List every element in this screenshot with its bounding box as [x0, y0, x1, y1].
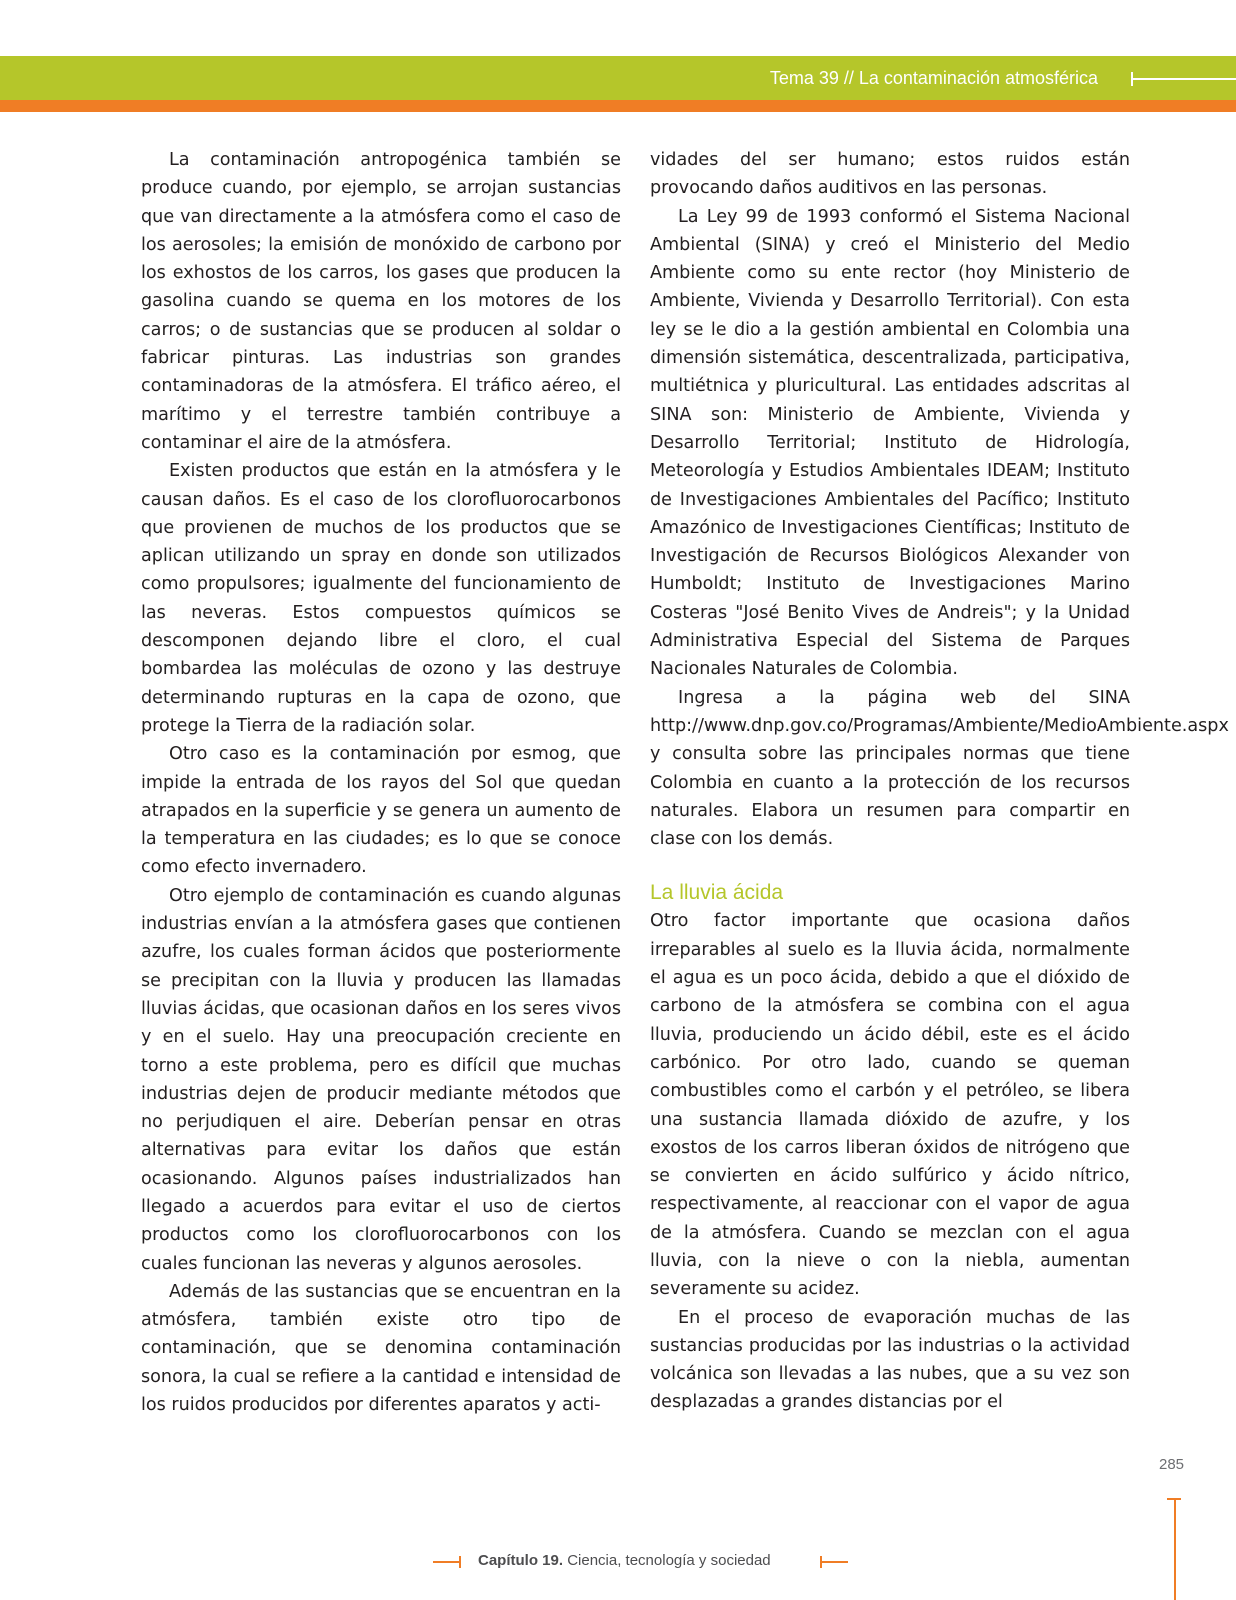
footer-rule-left	[433, 1561, 461, 1563]
margin-line	[1174, 1498, 1176, 1600]
header-rule	[1133, 78, 1236, 80]
section-heading: La lluvia ácida	[650, 881, 784, 905]
paragraph: Otro caso es la contaminación por esmog, que impide la entrada de los rayos del Sol que quedan atrapados en la superficie y se genera un aumento de la temperatura en las ciudades; es lo que se conoce como efecto invernadero.	[141, 744, 621, 878]
paragraph: Existen productos que están en la atmósfera y le causan daños. Es el caso de los clorofluorocarbonos que provienen de muchos de los productos que se aplican utilizando un spray en donde son utilizados como propulsores; igualmente del funcionamiento de las neveras. Estos compuestos químicos se descomponen dejando libre el cloro, el cual bombardea las moléculas de ozono y las destruye determinando rupturas en la capa de ozono, que protege la Tierra de la radiación solar.	[141, 461, 621, 736]
left-column	[141, 146, 621, 1419]
page-number: 285	[1159, 1456, 1185, 1473]
paragraph: Ingresa a la página web del SINA http://www.dnp.gov.co/Programas/Ambiente/MedioAmbiente.aspx y consulta sobre las principales normas que tiene Colombia en cuanto a la protección de los recursos naturales. Elabora un resumen para compartir en clase con los demás.	[650, 687, 1229, 850]
paragraph: La contaminación antropogénica también se produce cuando, por ejemplo, se arrojan sustancias que van directamente a la atmósfera como el caso de los aerosoles; la emisión de monóxido de carbono por los exhostos de los carros, los gases que producen la gasolina cuando se quema en los motores de los carros; o de sustancias que se producen al soldar o fabricar pinturas. Las industrias son grandes contaminadoras de la atmósfera. El tráfico aéreo, el marítimo y el terrestre también contribuye a contaminar el aire de la atmósfera.	[141, 150, 621, 453]
footer-tick-left	[459, 1556, 461, 1568]
footer-subject: Ciencia, tecnología y sociedad	[567, 1552, 771, 1569]
paragraph-continuation: vidades del ser humano; estos ruidos están provocando daños auditivos en las personas.	[650, 150, 1130, 199]
right-column	[650, 146, 1229, 1417]
footer	[478, 1552, 771, 1569]
paragraph: La Ley 99 de 1993 conformó el Sistema Nacional Ambiental (SINA) y creó el Ministerio del Medio Ambiente como su ente rector (hoy Ministerio de Ambiente, Vivienda y Desarrollo Territorial). Con esta ley se le dio a la gestión ambiental en Colombia una dimensión sistemática, descentralizada, participativa, multiétnica y pluricultural. Las entidades adscritas al SINA son: Ministerio de Ambiente, Vivienda y Desarrollo Territorial; Instituto de Hidrología, Meteorología y Estudios Ambientales IDEAM; Instituto de Investigaciones Ambientales del Pacífico; Instituto Amazónico de Investigaciones Científicas; Instituto de Investigación de Recursos Biológicos Alexander von Humboldt; Instituto de Investigaciones Marino Costeras "José Benito Vives de Andreis"; y la Unidad Administrativa Especial del Sistema de Parques Nacionales Naturales de Colombia.	[650, 206, 1130, 680]
header-title: Tema 39 // La contaminación atmosférica	[769, 68, 1098, 88]
paragraph: En el proceso de evaporación muchas de las sustancias producidas por las industrias o la actividad volcánica son llevadas a las nubes, que a su vez son desplazadas a grandes distancias por el	[650, 1307, 1130, 1413]
header-stripe	[0, 100, 1236, 112]
paragraph: Otro factor importante que ocasiona daños irreparables al suelo es la lluvia ácida, normalmente el agua es un poco ácida, debido a que el dióxido de carbono de la atmósfera se combina con el agua lluvia, produciendo un ácido débil, este es el ácido carbónico. Por otro lado, cuando se queman combustibles como el carbón y el petróleo, se libera una sustancia llamada dióxido de azufre, y los exostos de los carros liberan óxidos de nitrógeno que se convierten en ácido sulfúrico y ácido nítrico, respectivamente, al reaccionar con el vapor de agua de la atmósfera. Cuando se mezclan con el agua lluvia, con la nieve o con la niebla, aumentan severamente su acidez.	[650, 911, 1130, 1300]
paragraph: Otro ejemplo de contaminación es cuando algunas industrias envían a la atmósfera gases que contienen azufre, los cuales forman ácidos que posteriormente se precipitan con la lluvia y producen las llamadas lluvias ácidas, que ocasionan daños en los seres vivos y en el suelo. Hay una preocupación creciente en torno a este problema, pero es difícil que muchas industrias dejen de producir mediante métodos que no perjudiquen el aire. Deberían pensar en otras alternativas para evitar los daños que están ocasionando. Algunos países industrializados han llegado a acuerdos para evitar el uso de ciertos productos como los clorofluorocarbonos con los cuales funcionan las neveras y algunos aerosoles.	[141, 885, 621, 1274]
footer-chapter: Capítulo 19.	[478, 1552, 564, 1569]
footer-rule-right	[820, 1561, 848, 1563]
paragraph: Además de las sustancias que se encuentran en la atmósfera, también existe otro tipo de contaminación, que se denomina contaminación sonora, la cual se refiere a la cantidad e intensidad de los ruidos producidos por diferentes aparatos y acti-	[141, 1281, 621, 1416]
